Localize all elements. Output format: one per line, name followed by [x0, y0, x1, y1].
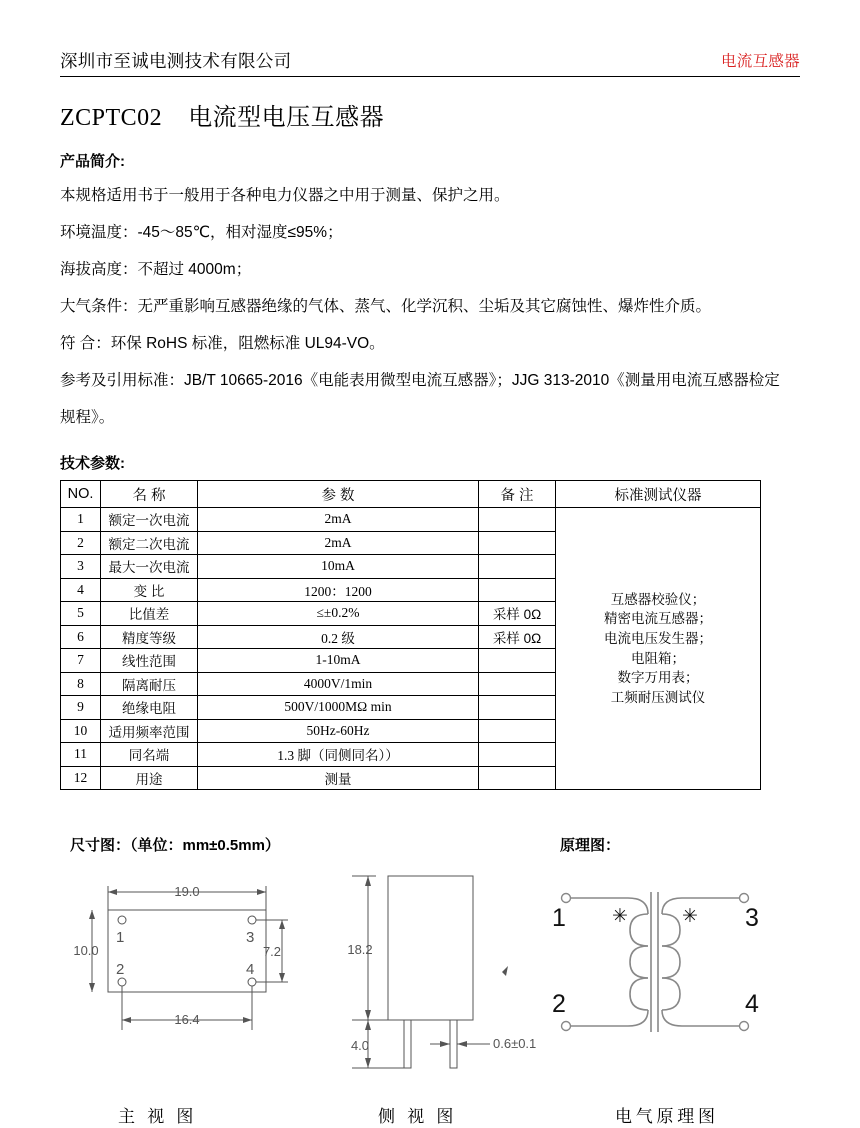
- cell-name: 比值差: [101, 602, 198, 626]
- cell-note: 采样 0Ω: [479, 602, 556, 626]
- cell-name: 用途: [101, 766, 198, 790]
- cell-name: 额定二次电流: [101, 531, 198, 555]
- side-view-drawing: [330, 868, 545, 1083]
- column-header-name: 名 称: [101, 481, 198, 508]
- cell-no: 2: [61, 531, 101, 555]
- cell-no: 11: [61, 743, 101, 767]
- schematic-terminal: [740, 894, 749, 903]
- cell-param: 50Hz-60Hz: [198, 719, 479, 743]
- standards-line: 规程》。: [60, 409, 115, 427]
- cell-note: [479, 766, 556, 790]
- cell-note: [479, 531, 556, 555]
- side-pin: [404, 1020, 411, 1068]
- instrument-line: 互感器校验仪；: [610, 591, 706, 607]
- cell-no: 7: [61, 649, 101, 673]
- schematic-terminal-label: 2: [552, 990, 566, 1019]
- front-body-outline: [108, 910, 266, 992]
- standards-line: 参考及引用标准：JB/T 10665-2016《电能表用微型电流互感器》；JJG 313-2010《测量用电流互感器检定: [60, 372, 780, 390]
- cell-param: 500V/1000MΩ min: [198, 696, 479, 720]
- cell-note: [479, 649, 556, 673]
- column-header-note: 备 注: [479, 481, 556, 508]
- table-row: [61, 508, 761, 532]
- front-view-drawing: [60, 868, 295, 1063]
- cell-note: [479, 719, 556, 743]
- schematic-terminal-label: 1: [552, 904, 566, 933]
- intro-paragraph: 符 合：环保 RoHS 标准，阻燃标准 UL94-VO。: [60, 335, 385, 353]
- page-header: [60, 0, 800, 77]
- front-width-bottom: 16.4: [174, 1012, 200, 1028]
- instrument-line: 精密电流互感器；: [604, 611, 712, 627]
- cell-param: 10mA: [198, 555, 479, 579]
- front-pin-hole: [248, 916, 256, 924]
- front-pin-label: 3: [246, 929, 255, 947]
- front-pitch-right: 7.2: [262, 944, 282, 960]
- front-pin-label: 2: [116, 961, 125, 979]
- tech-params-table: [60, 480, 761, 790]
- company-name: 深圳市至诚电测技术有限公司: [60, 50, 292, 71]
- cell-no: 1: [61, 508, 101, 532]
- dimension-drawing-label: 尺寸图：（单位：mm±0.5mm）: [70, 837, 280, 855]
- cell-param: 4000V/1min: [198, 672, 479, 696]
- front-pin-hole: [248, 978, 256, 986]
- cell-param: 2mA: [198, 531, 479, 555]
- cell-name: 线性范围: [101, 649, 198, 673]
- cell-name: 最大一次电流: [101, 555, 198, 579]
- cell-note: [479, 696, 556, 720]
- schematic-terminal-label: 4: [745, 990, 759, 1019]
- side-body-height: 18.2: [347, 942, 373, 958]
- front-height-left: 10.0: [73, 943, 99, 959]
- cell-name: 绝缘电阻: [101, 696, 198, 720]
- product-name: 电流型电压互感器: [188, 104, 385, 131]
- intro-heading: 产品简介:: [60, 153, 125, 170]
- cell-name: 同名端: [101, 743, 198, 767]
- cell-instruments: [556, 508, 761, 790]
- intro-paragraph: 大气条件：无严重影响互感器绝缘的气体、蒸气、化学沉积、尘垢及其它腐蚀性、爆炸性介质。: [60, 298, 712, 316]
- cell-param: 1.3 脚（同侧同名））: [198, 743, 479, 767]
- front-pin-label: 1: [116, 929, 125, 947]
- polarity-dot-icon: ✳: [682, 906, 698, 928]
- column-header-param: 参 数: [198, 481, 479, 508]
- table-header-row: [61, 481, 761, 508]
- cell-note: [479, 578, 556, 602]
- cell-name: 隔离耐压: [101, 672, 198, 696]
- cell-note: [479, 672, 556, 696]
- caption-schematic: 电气原理图: [615, 1107, 719, 1127]
- cell-name: 变 比: [101, 578, 198, 602]
- cell-note: [479, 508, 556, 532]
- schematic-terminal: [740, 1022, 749, 1031]
- schematic-label: 原理图：: [560, 837, 621, 855]
- page-title: [60, 97, 800, 132]
- drawings-section: [60, 834, 800, 1127]
- cell-param: 1-10mA: [198, 649, 479, 673]
- front-pin-hole: [118, 978, 126, 986]
- front-pin-hole: [118, 916, 126, 924]
- instrument-line: 电流电压发生器；: [604, 631, 712, 647]
- cell-note: [479, 555, 556, 579]
- product-model: ZCPTC02: [60, 105, 163, 131]
- intro-paragraph: 海拔高度：不超过 4000m；: [60, 261, 252, 279]
- cell-param: 测量: [198, 766, 479, 790]
- front-pin-label: 4: [246, 961, 255, 979]
- instrument-line: 电阻箱；: [631, 650, 685, 666]
- cell-no: 10: [61, 719, 101, 743]
- schematic-drawing: [540, 868, 770, 1068]
- cell-no: 4: [61, 578, 101, 602]
- intro-paragraph: 本规格适用书于一般用于各种电力仪器之中用于测量、保护之用。: [60, 187, 510, 204]
- schematic-terminal: [562, 1022, 571, 1031]
- cell-note: [479, 743, 556, 767]
- drawing-captions: [60, 1102, 800, 1128]
- cell-no: 5: [61, 602, 101, 626]
- caption-side-view: 侧 视 图: [378, 1107, 458, 1127]
- cell-no: 12: [61, 766, 101, 790]
- cell-name: 精度等级: [101, 625, 198, 649]
- side-pin-width: 0.6±0.1: [493, 1036, 537, 1052]
- cell-note: 采样 0Ω: [479, 625, 556, 649]
- column-header-no: NO.: [61, 481, 101, 508]
- tech-params-heading: 技术参数:: [60, 455, 125, 473]
- front-width-top: 19.0: [174, 884, 200, 900]
- side-pin: [450, 1020, 457, 1068]
- cell-no: 3: [61, 555, 101, 579]
- polarity-dot-icon: ✳: [612, 906, 628, 928]
- side-body-outline: [388, 876, 473, 1020]
- cell-name: 适用频率范围: [101, 719, 198, 743]
- schematic-terminal: [562, 894, 571, 903]
- cell-name: 额定一次电流: [101, 508, 198, 532]
- cell-param: ≤±0.2%: [198, 602, 479, 626]
- intro-paragraph: 环境温度：-45～85℃，相对湿度≤95%；: [60, 224, 343, 242]
- schematic-terminal-label: 3: [745, 904, 759, 933]
- cell-no: 6: [61, 625, 101, 649]
- document-type-label: 电流互感器: [720, 52, 800, 70]
- side-pin-length: 4.0: [350, 1038, 370, 1054]
- cell-param: 2mA: [198, 508, 479, 532]
- cell-no: 8: [61, 672, 101, 696]
- cell-param: 0.2 级: [198, 625, 479, 649]
- column-header-instrument: 标准测试仪器: [556, 481, 761, 508]
- caption-front-view: 主 视 图: [118, 1107, 198, 1127]
- cell-no: 9: [61, 696, 101, 720]
- instrument-line: 数字万用表；: [617, 670, 699, 686]
- instrument-line: 工频耐压测试仪: [610, 689, 706, 705]
- cell-param: 1200：1200: [198, 578, 479, 602]
